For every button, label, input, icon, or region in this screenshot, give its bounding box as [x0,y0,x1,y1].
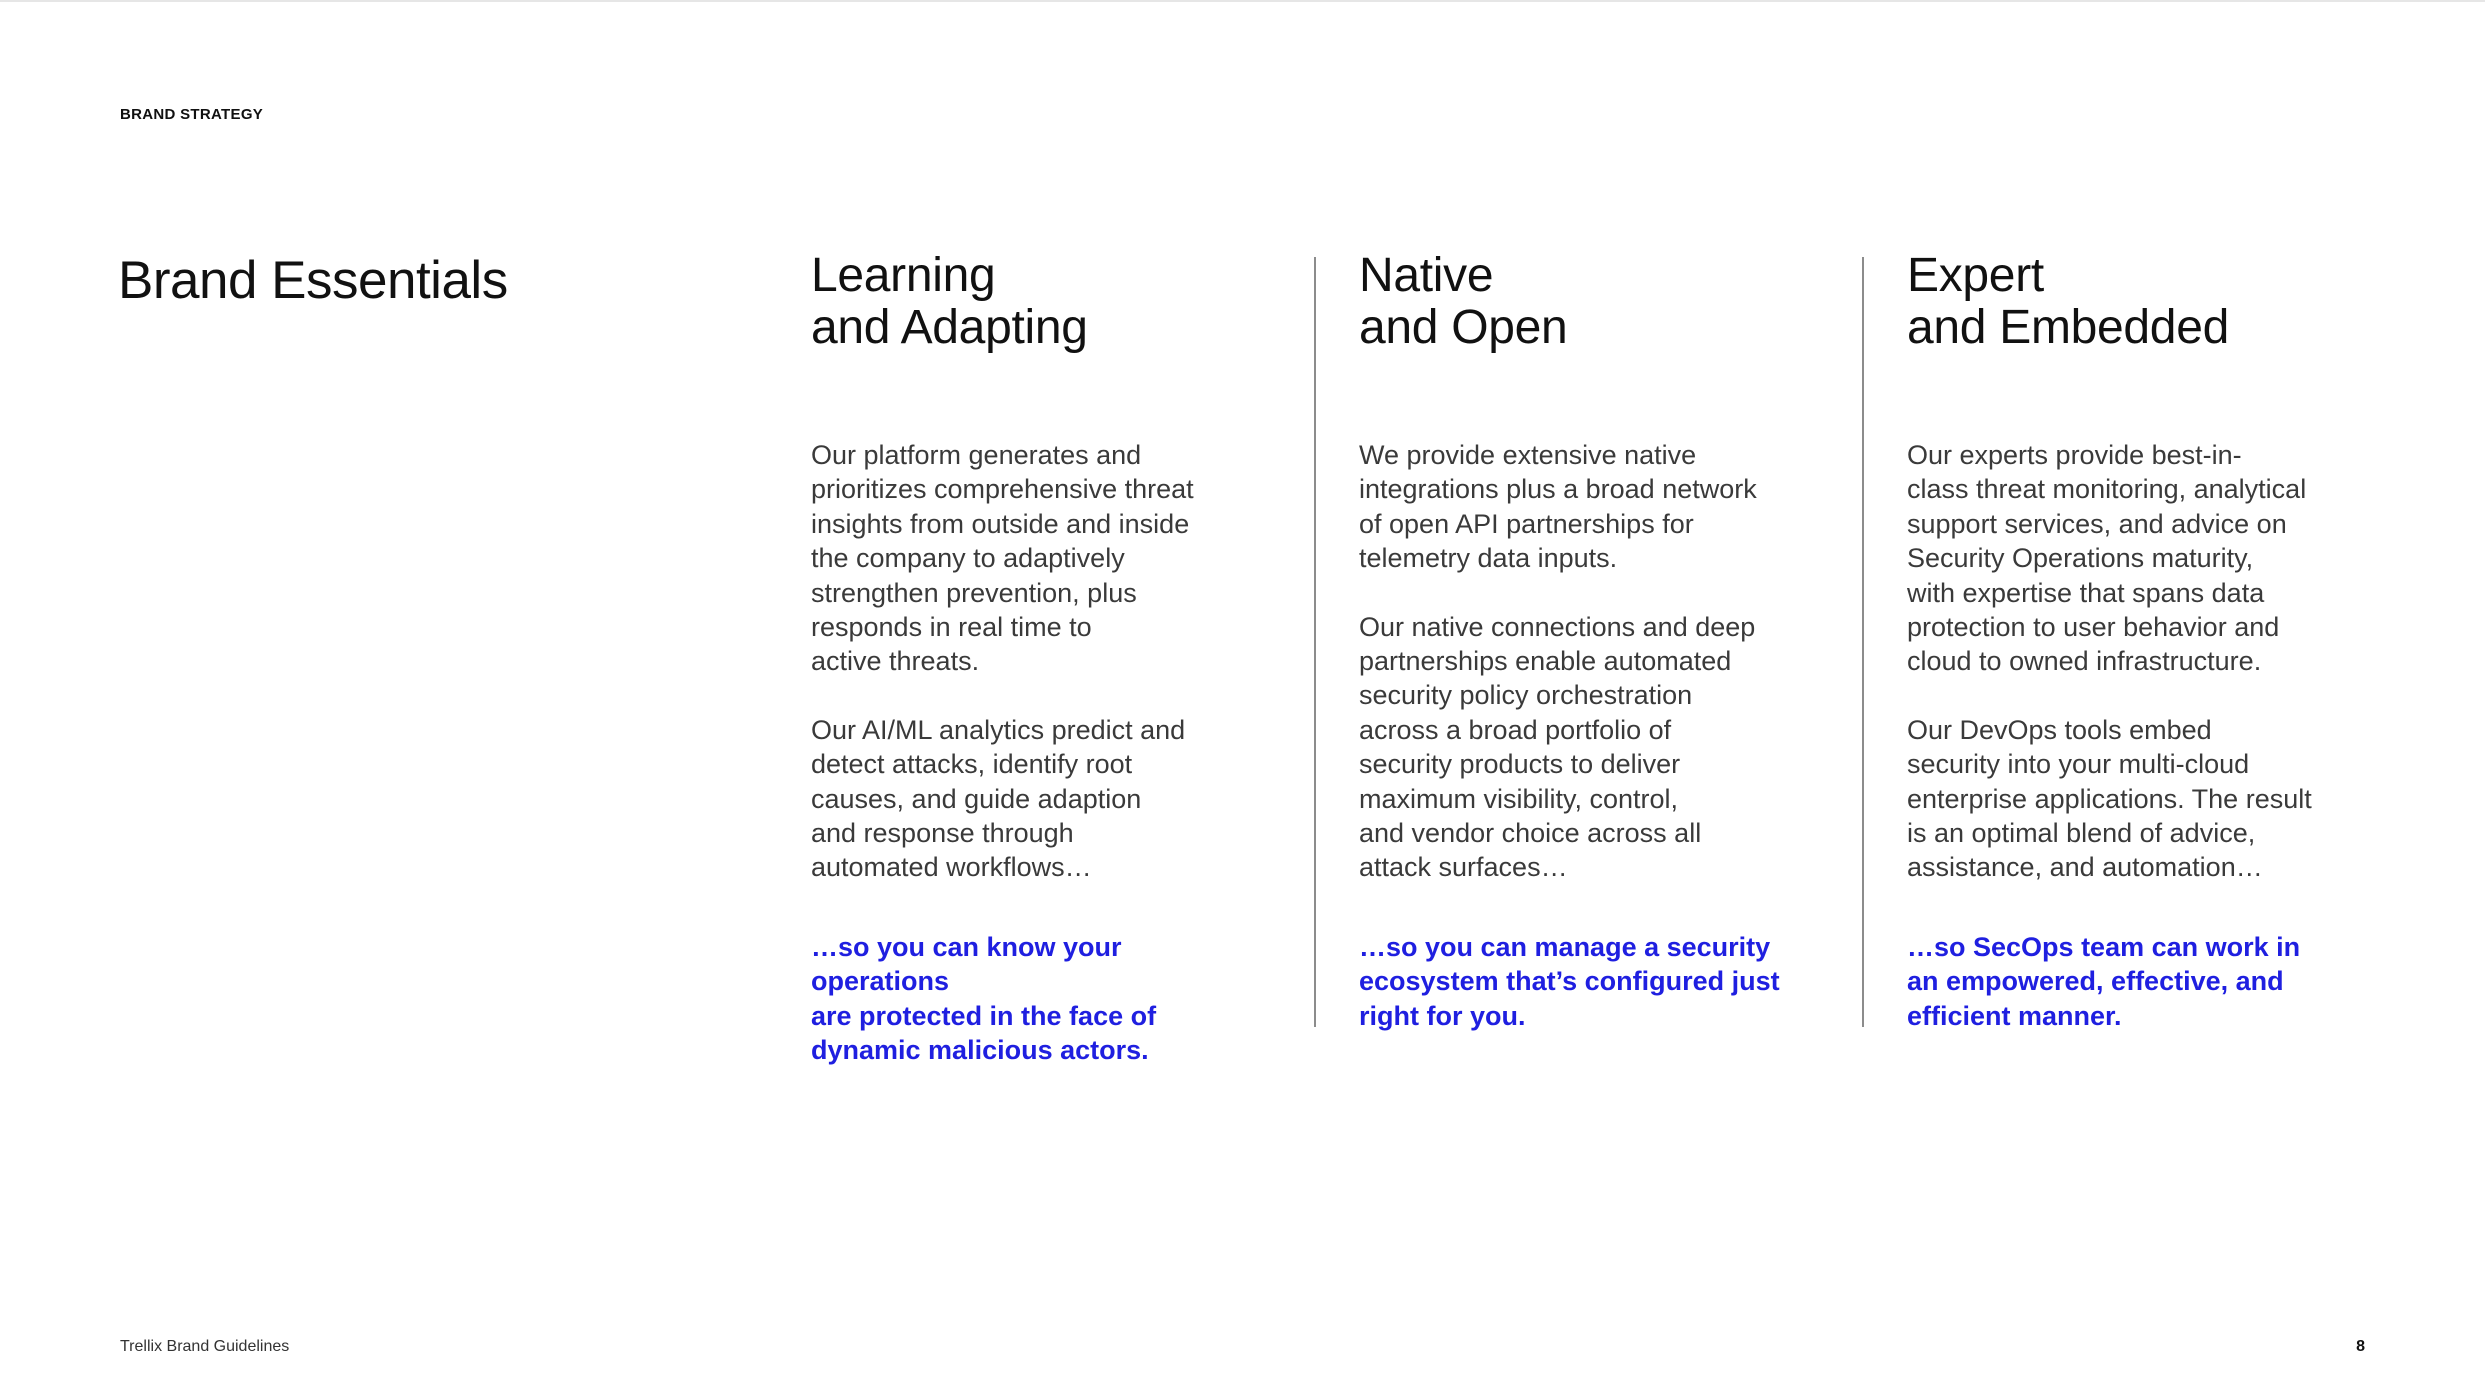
column-divider [1862,257,1864,1027]
column-body [1907,438,2347,919]
column-heading-line2: and Adapting [811,301,1088,354]
column-paragraph: Our platform generates and prioritizes comprehensive threat insights from outside and inside the company to adaptively strengthen prevention, plus responds in real time to active threats. [811,440,1194,677]
column-tagline: …so you can know your operations are protected in the face of dynamic malicious actors. [811,932,1157,1066]
column-paragraph: Our AI/ML analytics predict and detect attacks, identify root causes, and guide adaption and response through automated workflows… [811,714,1186,883]
column-heading [811,250,1251,354]
column-paragraph: Our DevOps tools embed security into your multi-cloud enterprise applications. The result is an optimal blend of advice, assistance, and automation… [1907,714,2312,883]
column-heading-line2: and Embedded [1907,301,2229,354]
top-rule [0,0,2485,2]
column-paragraph: Our native connections and deep partnerships enable automated security policy orchestration across a broad portfolio of security products to deliver maximum visibility, control, and vendor choice across all attack surfaces… [1359,611,1756,883]
section-label: BRAND STRATEGY [120,106,264,123]
column-heading-line1: Native [1359,249,1494,302]
column-heading [1907,250,2347,354]
essential-column-native [1359,249,1799,1031]
column-heading [1359,250,1799,354]
column-body [811,438,1251,919]
column-heading-line1: Learning [811,249,996,302]
column-tagline: …so you can manage a security ecosystem that’s configured just right for you. [1359,932,1780,1031]
column-heading-line1: Expert [1907,249,2044,302]
essential-column-learning [811,249,1251,1066]
page-title: Brand Essentials [118,251,508,310]
essential-column-expert [1907,249,2347,1031]
page-number: 8 [2356,1338,2365,1355]
column-divider [1314,257,1316,1027]
column-paragraph: We provide extensive native integrations plus a broad network of open API partnerships for telemetry data inputs. [1359,440,1757,574]
column-heading-line2: and Open [1359,301,1568,354]
footer-doc-title: Trellix Brand Guidelines [120,1338,290,1355]
column-body [1359,438,1799,919]
column-tagline: …so SecOps team can work in an empowered, effective, and efficient manner. [1907,932,2301,1031]
column-paragraph: Our experts provide best-in- class threat monitoring, analytical support services, and advice on Security Operations maturity, with expertise that spans data protection to user behavior and cloud to owned infrastructure. [1907,440,2307,677]
